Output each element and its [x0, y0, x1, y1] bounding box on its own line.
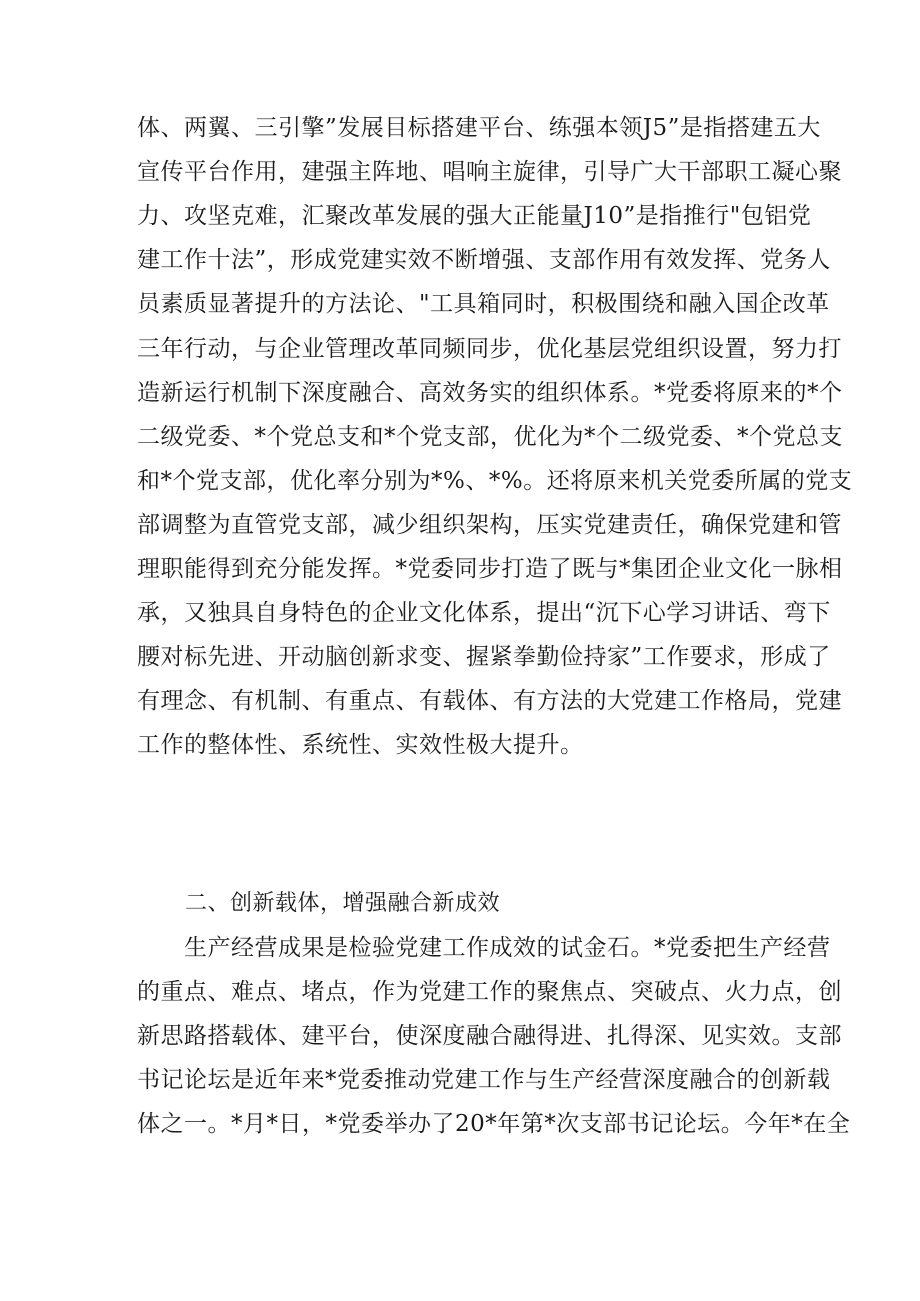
text-line: 体之一。*月*日，*党委举办了20*年第*次支部书记论坛。今年*在全 [137, 1111, 851, 1137]
text-line: 建工作十法”，形成党建实效不断增强、支部作用有效发挥、党务人 [137, 247, 831, 274]
text-line: 的重点、难点、堵点，作为党建工作的聚焦点、突破点、火力点，创 [137, 979, 842, 1005]
text-line: 有理念、有机制、有重点、有载体、有方法的大党建工作格局，党建 [137, 688, 842, 715]
text-line: 部调整为直管党支部，减少组织架构，压实党建责任，确保党建和管 [137, 511, 842, 538]
text-line: 三年行动，与企业管理改革同频同步，优化基层党组织设置，努力打 [137, 335, 842, 362]
text-line: 和*个党支部，优化率分别为*%、*%。还将原来机关党委所属的党支 [137, 467, 853, 494]
section-heading: 二、创新载体，增强融合新成效 [185, 891, 501, 916]
text-line: 新思路搭载体、建平台，使深度融合融得进、扎得深、见实效。支部 [137, 1023, 842, 1049]
text-line: 体、两翼、三引擎”发展目标搭建平台、练强本领J5”是指搭建五大 [137, 115, 821, 141]
text-line: 腰对标先进、开动脑创新求变、握紧拳勤俭持家”工作要求，形成了 [137, 644, 831, 671]
text-line: 造新运行机制下深度融合、高效务实的组织体系。*党委将原来的*个 [137, 379, 843, 406]
text-line: 员素质显著提升的方法论、"工具箱同时，积极围绕和融入国企改革 [137, 291, 830, 318]
text-line: 理职能得到充分能发挥。*党委同步打造了既与*集团企业文化一脉相 [137, 556, 843, 582]
text-line: 书记论坛是近年来*党委推动党建工作与生产经营深度融合的创新载 [137, 1067, 831, 1093]
text-line: 宣传平台作用，建强主阵地、唱响主旋律，引导广大干部职工凝心聚 [137, 159, 842, 186]
text-line: 工作的整体性、系统性、实效性极大提升。 [137, 732, 584, 759]
text-line: 承，又独具自身特色的企业文化体系，提出“沉下心学习讲话、弯下 [137, 600, 831, 627]
text-line: 力、攻坚克难，汇聚改革发展的强大正能量J10”是指推行"包铝党 [137, 203, 812, 230]
text-line: 生产经营成果是检验党建工作成效的试金石。*党委把生产经营 [184, 935, 831, 961]
text-line: 二级党委、*个党总支和*个党支部，优化为*个二级党委、*个党总支 [137, 423, 843, 450]
